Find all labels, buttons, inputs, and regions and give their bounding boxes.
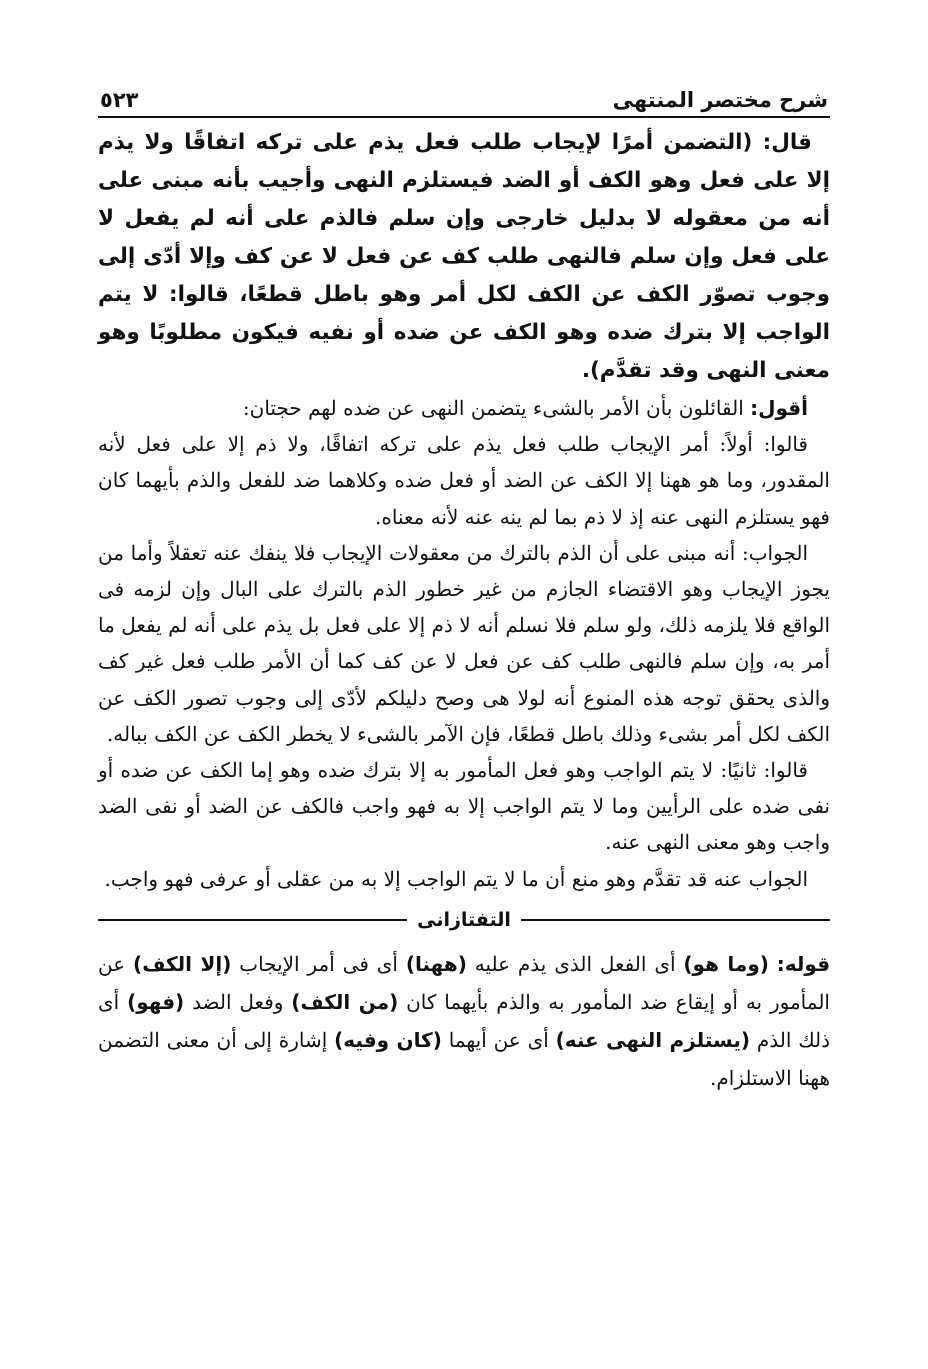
gloss-text: أى ذلك الذم [98,989,831,1052]
divider-line-left [98,919,407,921]
matn-lead: قال: [762,130,812,155]
matn-body: (التضمن أمرًا لإيجاب طلب فعل يذم على تركه اتفاقًا ولا يذم إلا على فعل وهو الكف أو الضد فيستلزم النهى وأجيب بأنه مبنى على أنه من معقوله لا بدليل خارجى وإن سلم فالذم على أنه لم يفعل لا على فعل وإن سلم فالنهى طلب كف عن فعل لا عن كف وإلا أدّى إلى وجوب تصوّر الكف عن الكف لكل أمر وهو باطل قطعًا، قالوا: لا يتم الواجب إلا بترك ضده وهو الكف عن ضده أو نفيه فيكون مطلوبًا وهو معنى النهى وقد تقدَّم). [98,130,830,383]
gloss-text: عن المأمور به أو إيقاع ضد المأمور به والذم بأيهما كان [98,951,830,1014]
gloss-text: أى عن أيهما [448,1027,549,1052]
quoted-phrase: (وما هو) [683,951,769,976]
quoted-phrase: (يستلزم النهى عنه) [555,1027,750,1052]
quoted-phrase: (إلا الكف) [133,951,232,976]
hashiya-lead: قوله: [776,951,831,976]
sharh-paragraph [98,861,830,897]
gloss-text: إشارة إلى أن معنى التضمن ههنا الاستلزام. [98,1027,830,1090]
gloss-text: وفعل الضد [192,989,284,1014]
sharh-text [98,390,830,897]
sharh-paragraph [98,426,830,535]
quoted-phrase: (من الكف) [291,989,399,1014]
hashiya-paragraph [98,945,830,1097]
sharh-paragraph [98,752,830,861]
gloss-text: أى فى أمر الإيجاب [239,951,398,976]
quoted-phrase: (كان وفيه) [334,1027,442,1052]
sharh-body: الجواب: أنه مبنى على أن الذم بالترك من معقولات الإيجاب فلا ينفك عنه تعقلاً وأما من يجوز الإيجاب وهو الاقتضاء الجازم من غير خطور الذم بالترك على البال وإن لزمه فى الواقع فلا يلزمه ذلك، ولو سلم فلا نسلم أنه لا ذم إلا على فعل بل يذم على أنه لم يفعل ما أمر به، وإن سلم فالنهى طلب كف عن فعل لا عن كف كما أن الأمر طلب فعل غير كف والذى يحقق توجه هذه المنوع أنه لولا هى وصح دليلكم لأدّى إلى وجوب تصور الكف عن الكف لكل أمر بشىء وذلك باطل قطعًا، فإن الآمر بالشىء لا يخطر الكف عن الكف بباله. [98,540,830,746]
sharh-body: القائلون بأن الأمر بالشىء يتضمن النهى عن ضده لهم حجتان: [242,396,744,420]
sharh-body: قالوا: ثانيًا: لا يتم الواجب وهو فعل المأمور به إلا بترك ضده وهو إما الكف عن ضده أو نفى ضده على الرأيين وما لا يتم الواجب إلا به فهو واجب فالكف عن الضد أو نفى الضد واجب وهو معنى النهى عنه. [98,758,830,855]
sharh-paragraph [98,535,830,752]
running-title: شرح مختصر المنتهى [612,88,828,112]
quoted-phrase: (فهو) [127,989,185,1014]
page-number: ٥٢٣ [100,88,139,112]
sharh-paragraph [98,390,830,426]
hashiya-text [98,945,830,1097]
page-header [98,82,830,118]
sharh-body: قالوا: أولاً: أمر الإيجاب طلب فعل يذم على تركه اتفاقًا، ولا ذم إلا على فعل لأنه المقدور، وما هو ههنا إلا الكف عن الضد أو فعل ضده وكلاهما ضد للفعل والذم بأيهما كان فهو يستلزم النهى عنه إذ لا ذم بما لم ينه عنه لأنه معناه. [98,432,830,529]
quoted-phrase: (ههنا) [405,951,467,976]
matn-text [98,124,830,390]
sharh-lead: أقول: [750,396,808,420]
sharh-body: الجواب عنه قد تقدَّم وهو منع أن ما لا يتم الواجب إلا به من عقلى أو عرفى فهو واجب. [104,866,808,891]
matn-paragraph [98,124,830,390]
divider-label: التفتازانى [417,908,511,931]
section-divider [98,907,830,933]
divider-line-right [521,919,830,921]
gloss-text: أى الفعل الذى يذم عليه [474,951,676,976]
